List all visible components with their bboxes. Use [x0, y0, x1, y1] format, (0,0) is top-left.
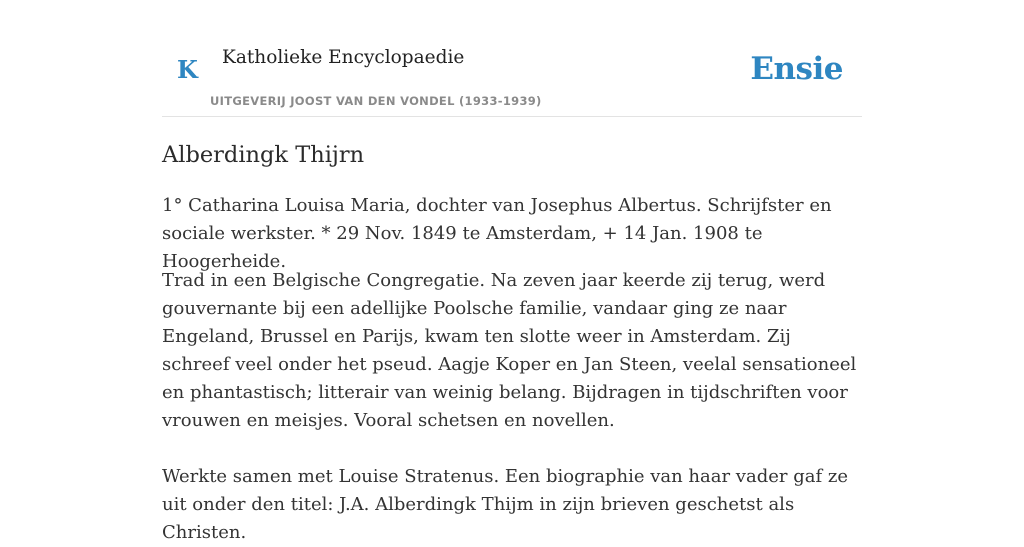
- page: [162, 0, 862, 543]
- article-paragraph: 1° Catharina Louisa Maria, dochter van Josephus Albertus. Schrijfster en sociale werkster. * 29 Nov. 1849 te Amsterdam, + 14 Jan. 1908 te Hoogerheide.: [162, 195, 832, 272]
- logo-k-icon[interactable]: K: [177, 55, 198, 84]
- article-paragraph: Trad in een Belgische Congregatie. Na zeven jaar keerde zij terug, werd gouvernante bij een adellijke Poolsche familie, vandaar ging ze naar Engeland, Brussel en Parijs, kwam ten slotte weer in Amsterdam. Zij schreef veel onder het pseud. Aagje Koper en Jan Steen, veelal sensationeel en phantastisch; litterair van weinig belang. Bijdragen in tijdschriften voor vrouwen en meisjes. Vooral schetsen en novellen.: [162, 270, 857, 431]
- publisher-label: UITGEVERIJ JOOST VAN DEN VONDEL (1933-1939): [210, 94, 542, 108]
- site-title[interactable]: Katholieke Encyclopaedie: [222, 47, 465, 68]
- site-header: [162, 0, 862, 117]
- article-title: Alberdingk Thijrn: [162, 142, 365, 168]
- article-paragraph: Werkte samen met Louise Stratenus. Een biographie van haar vader gaf ze uit onder den titel: J.A. Alberdingk Thijm in zijn brieven geschetst als Christen.: [162, 466, 848, 543]
- brand-logo[interactable]: Ensie: [750, 51, 843, 87]
